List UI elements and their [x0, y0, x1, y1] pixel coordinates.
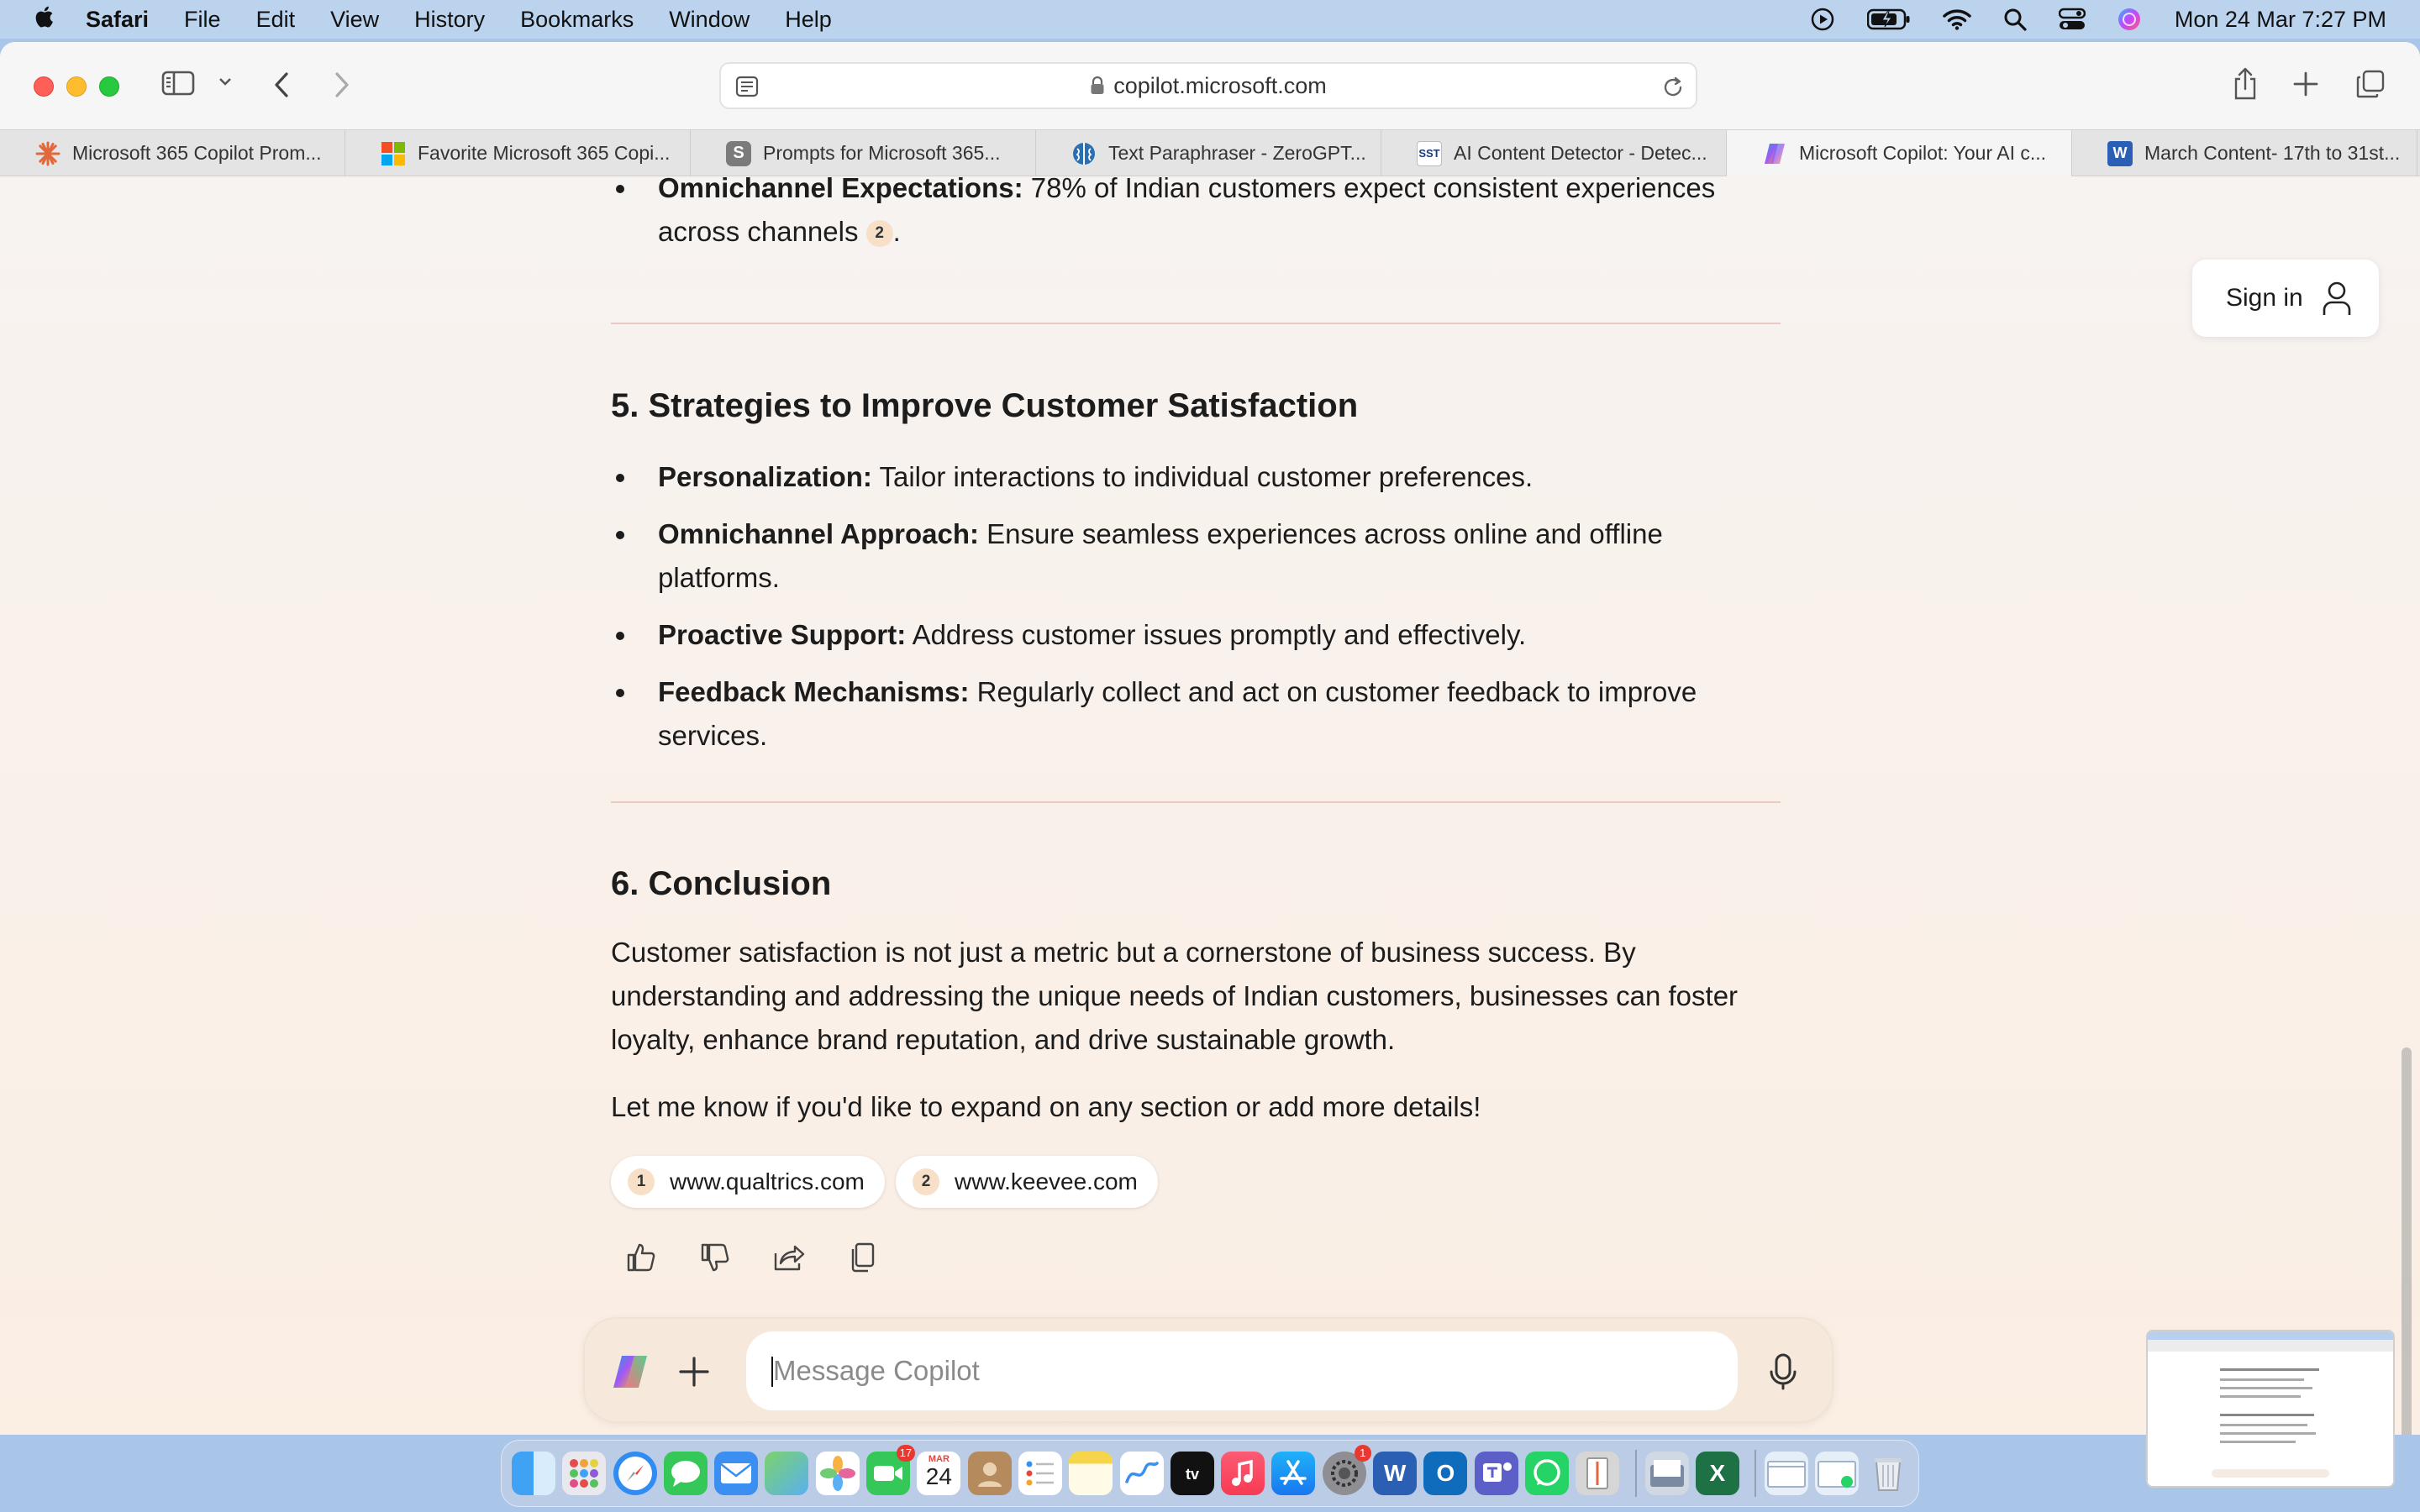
now-playing-icon[interactable]: [1810, 7, 1835, 32]
source-label: www.qualtrics.com: [670, 1168, 865, 1194]
apple-tv-icon[interactable]: [1171, 1452, 1214, 1495]
mail-icon[interactable]: [714, 1452, 758, 1495]
messages-icon[interactable]: [664, 1452, 708, 1495]
tab-bar: [0, 129, 2420, 176]
siri-icon[interactable]: [2118, 8, 2141, 31]
bullet-title: Omnichannel Approach:: [658, 518, 979, 549]
share-response-icon[interactable]: [771, 1239, 808, 1276]
close-window-button[interactable]: [34, 76, 54, 97]
previous-bullet: [611, 176, 1781, 267]
source-label: www.keevee.com: [955, 1168, 1138, 1194]
tab-label: Microsoft 365 Copilot Prom...: [72, 142, 322, 164]
page-scrollbar[interactable]: [2402, 1047, 2412, 1435]
apple-menu-icon[interactable]: [34, 5, 52, 34]
spotlight-search-icon[interactable]: [2003, 8, 2027, 31]
bullet-text-line2: across channels: [658, 216, 859, 247]
copy-icon[interactable]: [844, 1239, 881, 1276]
copilot-page: [0, 176, 2420, 1435]
thumbs-down-icon[interactable]: [697, 1239, 734, 1276]
battery-icon[interactable]: [1867, 8, 1911, 30]
message-input[interactable]: [746, 1331, 1738, 1410]
tab-label: Microsoft Copilot: Your AI c...: [1799, 142, 2047, 164]
section-divider: [611, 323, 1781, 324]
followup-text: Let me know if you'd like to expand on any section or add more details!: [611, 1091, 1481, 1122]
bullet-title: Feedback Mechanisms:: [658, 676, 970, 707]
message-composer: [583, 1317, 1833, 1423]
menu-app-name[interactable]: Safari: [86, 6, 150, 32]
thumbnail-line: [2220, 1424, 2307, 1426]
control-center-icon[interactable]: [2059, 8, 2086, 31]
svg-text:tv: tv: [1185, 1466, 1199, 1483]
thumbnail-line: [2220, 1395, 2301, 1398]
list-item: [611, 512, 1781, 600]
music-icon[interactable]: [1221, 1452, 1265, 1495]
bullet-title: Omnichannel Expectations:: [658, 176, 1023, 203]
conclusion-paragraph: Customer satisfaction is not just a metric but a cornerstone of business success. By understanding and addressing the unique needs of Indian customers, businesses can foster loyalty, enhance brand reputation, and drive sustainable growth.: [611, 937, 1739, 1055]
source-link-keevee[interactable]: [896, 1156, 1158, 1208]
user-icon: [2322, 280, 2352, 317]
text-cursor: [771, 1357, 773, 1387]
excel-app-icon[interactable]: X: [1696, 1452, 1739, 1495]
recent-window-icon[interactable]: [1815, 1452, 1859, 1495]
finder-icon[interactable]: [512, 1452, 555, 1495]
thumbnail-line: [2220, 1432, 2316, 1435]
tab-prompts-microsoft[interactable]: [691, 130, 1036, 176]
zoom-window-button[interactable]: [99, 76, 119, 97]
brain-favicon-icon: [1071, 141, 1097, 166]
menu-history[interactable]: History: [414, 6, 486, 32]
menu-view[interactable]: View: [330, 6, 380, 32]
thumbs-up-icon[interactable]: [623, 1239, 660, 1276]
menu-bar: [0, 0, 2420, 39]
safari-icon[interactable]: [613, 1452, 657, 1495]
sign-in-label: Sign in: [2226, 284, 2303, 312]
bullet-text: Address customer issues promptly and effectively.: [906, 619, 1527, 650]
citation-badge[interactable]: 2: [866, 220, 893, 247]
strategies-list: [611, 455, 1781, 771]
maps-icon[interactable]: [765, 1452, 808, 1495]
tab-favorite-copilot[interactable]: [345, 130, 691, 176]
calendar-icon[interactable]: [917, 1452, 960, 1495]
contacts-icon[interactable]: [968, 1452, 1012, 1495]
app-store-icon[interactable]: [1271, 1452, 1315, 1495]
launchpad-icon[interactable]: [562, 1452, 606, 1495]
microsoft-logo-icon: [381, 141, 406, 166]
list-item: [611, 455, 1781, 499]
downloads-stack-icon[interactable]: [1645, 1452, 1689, 1495]
dock: [501, 1440, 1919, 1507]
copilot-favicon-icon: [1762, 141, 1787, 166]
calendar-month: MAR: [928, 1454, 950, 1464]
thumbnail-line: [2220, 1387, 2312, 1389]
section-heading: 5. Strategies to Improve Customer Satisfaction: [611, 387, 1359, 424]
thumbnail-line: [2220, 1368, 2319, 1371]
bullet-end: .: [892, 216, 901, 247]
minimize-window-button[interactable]: [66, 76, 87, 97]
copilot-logo-icon[interactable]: [610, 1352, 650, 1396]
sidebar-toggle-icon[interactable]: [161, 70, 195, 97]
bullet-text: 78% of Indian customers expect consistent experiences: [1023, 176, 1716, 203]
menu-help[interactable]: Help: [785, 6, 832, 32]
bullet-text: Regularly collect and act on customer feedback to improve services.: [658, 676, 1697, 751]
browser-toolbar: [0, 42, 2420, 129]
sst-favicon-icon: SST: [1417, 141, 1442, 166]
bullet-title: Personalization:: [658, 461, 872, 492]
share-icon[interactable]: [2231, 67, 2260, 101]
starburst-favicon-icon: [35, 141, 60, 166]
tab-label: AI Content Detector - Detec...: [1454, 142, 1707, 164]
citation-badge: 2: [913, 1168, 939, 1195]
dock-separator: [1754, 1450, 1756, 1497]
photos-icon[interactable]: [816, 1452, 860, 1495]
reader-page-icon[interactable]: [734, 74, 760, 105]
thumbnail-line: [2220, 1441, 2296, 1443]
settings-badge: 1: [1355, 1445, 1371, 1462]
message-input-placeholder: Message Copilot: [773, 1355, 980, 1386]
bullet-text: Ensure seamless experiences across online and offline platforms.: [658, 518, 1663, 593]
section-heading: 6. Conclusion: [611, 865, 832, 902]
freeform-icon[interactable]: [1120, 1452, 1164, 1495]
word-app-icon[interactable]: W: [1373, 1452, 1417, 1495]
menu-bookmarks[interactable]: Bookmarks: [520, 6, 634, 32]
address-bar[interactable]: [719, 62, 1697, 109]
trash-icon[interactable]: [1866, 1452, 1910, 1495]
notes-icon[interactable]: [1069, 1452, 1113, 1495]
screenshot-thumbnail[interactable]: [2146, 1330, 2395, 1488]
teams-app-icon[interactable]: [1475, 1452, 1518, 1495]
tab-copilot-prompts[interactable]: [0, 130, 345, 176]
tab-label: March Content- 17th to 31st...: [2144, 142, 2401, 164]
back-button[interactable]: [271, 71, 294, 99]
tab-label: Text Paraphraser - ZeroGPT...: [1108, 142, 1366, 164]
reminders-icon[interactable]: [1018, 1452, 1062, 1495]
tab-microsoft-copilot[interactable]: [1727, 130, 2072, 176]
dock-separator: [1635, 1450, 1637, 1497]
list-item: [611, 613, 1781, 657]
calendar-day: 24: [925, 1463, 952, 1489]
forward-button[interactable]: [329, 71, 353, 99]
list-item: [611, 176, 1781, 254]
whatsapp-icon[interactable]: [1525, 1452, 1569, 1495]
thumbnail-toolbar: [2148, 1340, 2393, 1352]
bullet-text: Tailor interactions to individual customer preferences.: [871, 461, 1534, 492]
tab-overview-icon[interactable]: [2355, 69, 2386, 99]
source-link-qualtrics[interactable]: [611, 1156, 885, 1208]
word-favicon-icon: W: [2107, 141, 2133, 166]
facetime-badge: 17: [897, 1445, 915, 1462]
s-favicon-icon: S: [726, 141, 751, 166]
menu-file[interactable]: File: [184, 6, 221, 32]
citation-badge: 1: [628, 1168, 655, 1195]
recent-window-icon[interactable]: [1765, 1452, 1808, 1495]
menu-window[interactable]: Window: [669, 6, 750, 32]
menu-bar-clock[interactable]: Mon 24 Mar 7:27 PM: [2174, 6, 2386, 32]
system-settings-icon[interactable]: [1323, 1446, 1366, 1495]
thumbnail-menubar: [2148, 1331, 2393, 1340]
attach-plus-icon[interactable]: [677, 1355, 711, 1393]
tab-ai-content-detector[interactable]: [1381, 130, 1727, 176]
bullet-title: Proactive Support:: [658, 619, 907, 650]
chevron-down-icon[interactable]: [218, 76, 233, 87]
section-divider: [611, 801, 1781, 803]
thumbnail-line: [2220, 1414, 2314, 1416]
outlook-app-icon[interactable]: O: [1423, 1452, 1467, 1495]
list-item: [611, 670, 1781, 758]
thumbnail-line: [2220, 1378, 2304, 1381]
tab-text-paraphraser[interactable]: [1036, 130, 1381, 176]
tab-march-content[interactable]: [2072, 130, 2417, 176]
microphone-icon[interactable]: [1768, 1353, 1798, 1394]
reload-icon[interactable]: [1660, 75, 1686, 106]
menu-edit[interactable]: Edit: [255, 6, 296, 32]
safari-window: [0, 42, 2420, 1435]
preview-app-icon[interactable]: [1576, 1452, 1619, 1495]
sign-in-button[interactable]: [2192, 260, 2379, 337]
thumbnail-composer: [2212, 1469, 2329, 1478]
new-tab-icon[interactable]: [2292, 71, 2319, 97]
facetime-icon[interactable]: [866, 1446, 913, 1495]
wifi-icon[interactable]: [1943, 8, 1971, 30]
tab-label: Prompts for Microsoft 365...: [763, 142, 1001, 164]
lock-icon: [1090, 76, 1105, 96]
tab-label: Favorite Microsoft 365 Copi...: [418, 142, 671, 164]
url-text[interactable]: copilot.microsoft.com: [1113, 72, 1327, 98]
